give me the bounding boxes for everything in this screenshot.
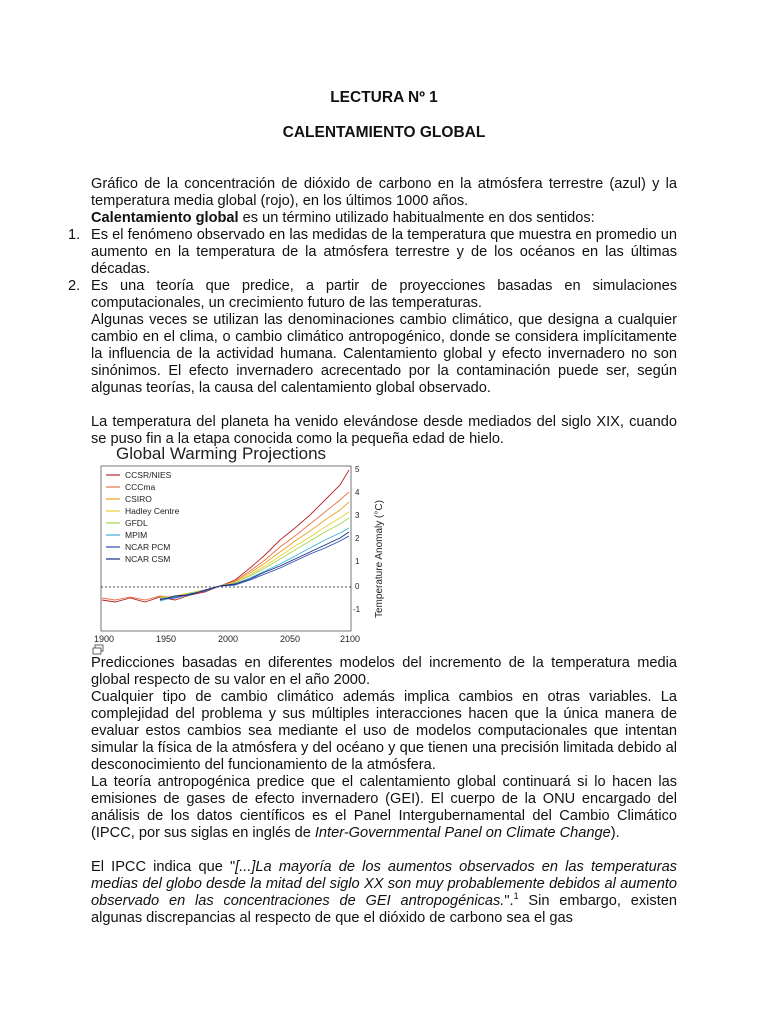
ipcc-quote-start: El IPCC indica que " <box>91 859 236 875</box>
legend-label: CCSR/NIES <box>125 470 172 480</box>
footnote-ref[interactable]: 1 <box>513 891 519 902</box>
page-title: LECTURA Nº 1 <box>330 89 438 106</box>
y-tick-label: 1 <box>355 557 360 566</box>
y-tick-label: 4 <box>355 488 360 497</box>
list-item-2: Es una teoría que predice, a partir de proyecciones basadas en simulaciones computacionales, un crecimiento futuro de las temperaturas. <box>91 278 677 311</box>
y-tick-label: 0 <box>355 582 360 591</box>
y-axis <box>353 465 361 614</box>
anthropogenic-text: La teoría antropogénica predice que el calentamiento global continuará si lo hacen las emisiones de gases de efecto invernadero (GEI). El cuerpo de la ONU encargado del análisis de los datos científicos es el Panel Intergubernamental del Cambio Climático (IPCC, por sus siglas en inglés de <box>91 774 677 841</box>
discrepancy-text: Sin embargo, existen algunas discrepancias al respecto de que el dióxido de carbono sea el gas <box>91 893 677 926</box>
x-tick-label: 1900 <box>93 634 115 644</box>
y-tick-label: 2 <box>355 534 360 543</box>
x-tick-label: 2100 <box>339 634 361 644</box>
paragraph-denominations: Algunas veces se utilizan las denominaciones cambio climático, que designa a cualquier cambio en el clima, o cambio climático antropogénico, donde se considera implícitamente la influencia de la actividad humana. Calentamiento global y efecto invernadero no son sinónimos. El efecto invernadero acrecentado por la contaminación puede ser, según algunas teorías, la causa del calentamiento global observado. <box>91 312 677 396</box>
ipcc-english-name: Inter-Governmental Panel on Climate Change <box>314 825 611 841</box>
anthropogenic-end: ). <box>610 825 620 841</box>
x-axis <box>94 634 360 644</box>
y-tick-label: -1 <box>353 605 361 614</box>
legend-label: NCAR PCM <box>125 542 171 552</box>
paragraph-predictions: Predicciones basadas en diferentes modelos del incremento de la temperatura media global respecto de su valor en el año 2000. <box>91 655 677 688</box>
term-bold: Calentamiento global <box>91 210 239 226</box>
paragraph-graph-description: Gráfico de la concentración de dióxido de carbono en la atmósfera terrestre (azul) y la temperatura media global (rojo), en los últimos 1000 años. <box>91 176 677 209</box>
legend-label: Hadley Centre <box>125 506 180 516</box>
paragraph-climate-change: Cualquier tipo de cambio climático además implica cambios en otras variables. La complejidad del problema y sus múltiples interacciones hacen que la única manera de evaluar estos cambios sea mediante el uso de modelos computacionales que intentan simular la física de la atmósfera y del océano y que tienen una precisión limitada debido al desconocimiento del funcionamiento de la atmósfera. <box>91 689 677 773</box>
ipcc-quote: [...]La mayoría de los aumentos observados en las temperaturas medias del globo desde la mitad del siglo XX son muy probablemente debidos al aumento observado en las concentraciones de GEI antropogénicas. <box>91 859 677 909</box>
paragraph-ipcc-quote <box>91 859 677 927</box>
list-number-1: 1. <box>68 227 81 243</box>
y-axis-label: Temperature Anomaly (°C) <box>374 500 385 618</box>
x-tick-label: 2050 <box>279 634 301 644</box>
legend-label: CCCma <box>125 482 156 492</box>
legend-label: MPIM <box>125 530 148 540</box>
paragraph-temperature-rise: La temperatura del planeta ha venido elevándose desde mediados del siglo XIX, cuando se puso fin a la etapa conocida como la pequeña edad de hielo. <box>91 414 677 447</box>
chart-title: Global Warming Projections <box>116 444 327 463</box>
x-tick-label: 1950 <box>155 634 177 644</box>
y-tick-label: 3 <box>355 511 360 520</box>
paragraph-definition <box>91 210 677 227</box>
legend-label: GFDL <box>125 518 148 528</box>
list-number-2: 2. <box>68 278 81 294</box>
ipcc-quote-end: ". <box>504 893 514 909</box>
paragraph-anthropogenic <box>91 774 677 842</box>
y-tick-label: 5 <box>355 465 360 474</box>
list-item-1: Es el fenómeno observado en las medidas de la temperatura que muestra en promedio un aumento en la temperatura de la atmósfera terrestre y de los océanos en las últimas décadas. <box>91 227 677 277</box>
legend-label: CSIRO <box>125 494 152 504</box>
definition-text: es un término utilizado habitualmente en dos sentidos: <box>238 210 595 226</box>
global-warming-chart <box>90 440 390 645</box>
x-tick-label: 2000 <box>217 634 239 644</box>
legend-label: NCAR CSM <box>125 554 171 564</box>
page-subtitle: CALENTAMIENTO GLOBAL <box>282 124 486 141</box>
